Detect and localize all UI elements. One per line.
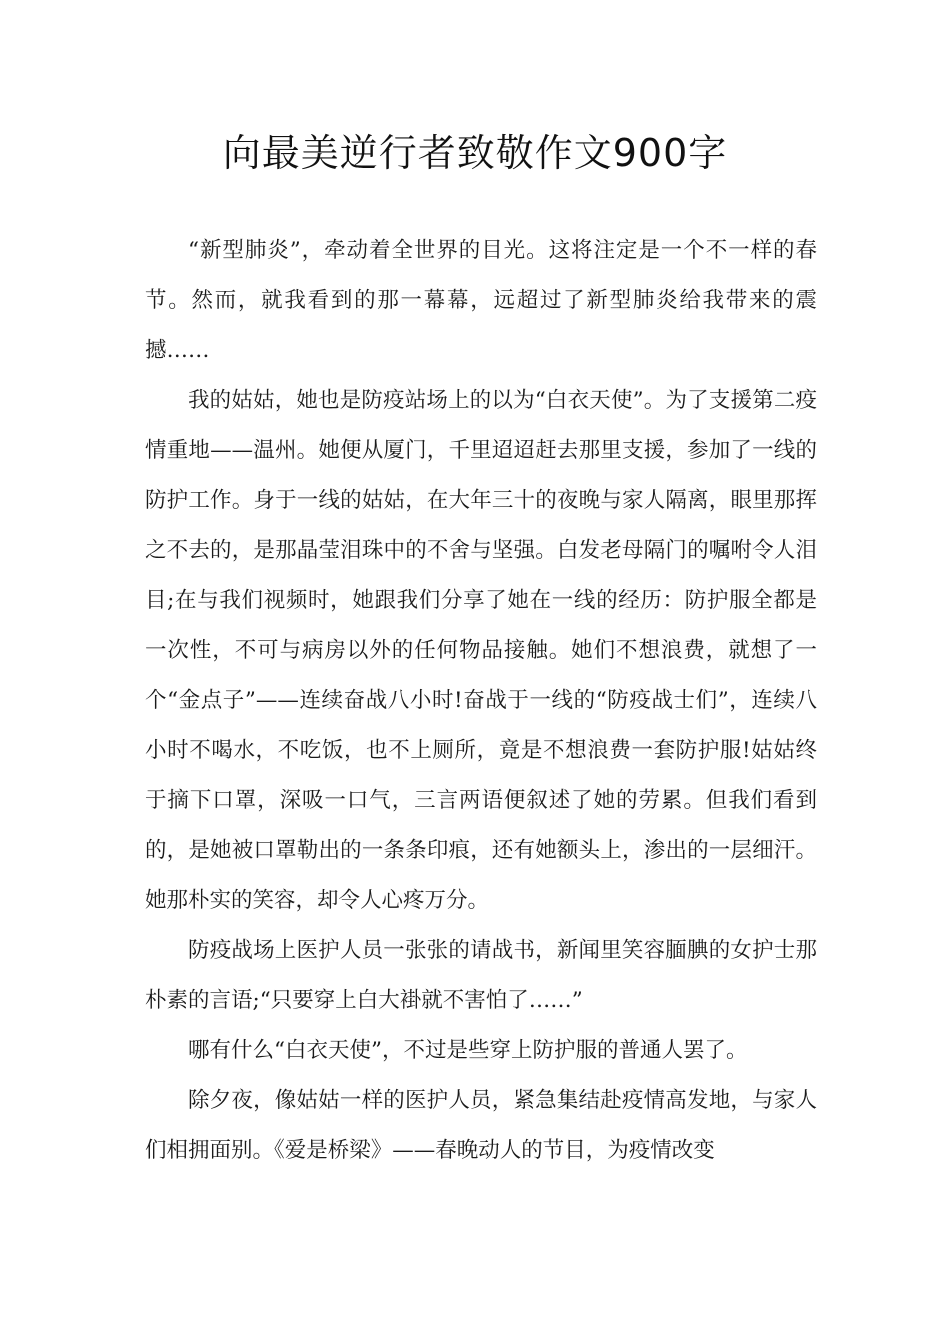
paragraph-4: 哪有什么“白衣天使”，不过是些穿上防护服的普通人罢了。 bbox=[188, 1038, 748, 1063]
paragraph-2: 我的姑姑，她也是防疫站场上的以为“白衣天使”。为了支援第二疫情重地——温州。她便从厦门，千里迢迢赶去那里支援，参加了一线的防护工作。身于一线的姑姑，在大年三十的夜晚与家人隔离，眼里那挥之不去的，是那晶莹泪珠中的不舍与坚强。白发老母隔门的嘱咐令人泪目;在与我们视频时，她跟我们分享了她在一线的经历：防护服全都是一次性，不可与病房以外的任何物品接触。她们不想浪费，就想了一个“金点子”——连续奋战八小时!奋战于一线的“防疫战士们”，连续八小时不喝水，不吃饭，也不上厕所，竟是不想浪费一套防护服!姑姑终于摘下口罩，深吸一口气，三言两语便叙述了她的劳累。但我们看到的，是她被口罩勒出的一条条印痕，还有她额头上，渗出的一层细汗。她那朴实的笑容，却令人心疼万分。 bbox=[145, 388, 817, 913]
document-body bbox=[145, 226, 817, 1176]
document-title: 向最美逆行者致敬作文900字 bbox=[222, 131, 728, 175]
paragraph-3: 防疫战场上医护人员一张张的请战书，新闻里笑容腼腆的女护士那朴素的言语;“只要穿上白大褂就不害怕了……” bbox=[145, 938, 817, 1013]
paragraph-5: 除夕夜，像姑姑一样的医护人员，紧急集结赴疫情高发地，与家人们相拥面别。《爱是桥梁》——春晚动人的节目，为疫情改变 bbox=[145, 1088, 817, 1163]
paragraph-1: “新型肺炎”，牵动着全世界的目光。这将注定是一个不一样的春节。然而，就我看到的那一幕幕，远超过了新型肺炎给我带来的震撼…… bbox=[145, 238, 817, 363]
